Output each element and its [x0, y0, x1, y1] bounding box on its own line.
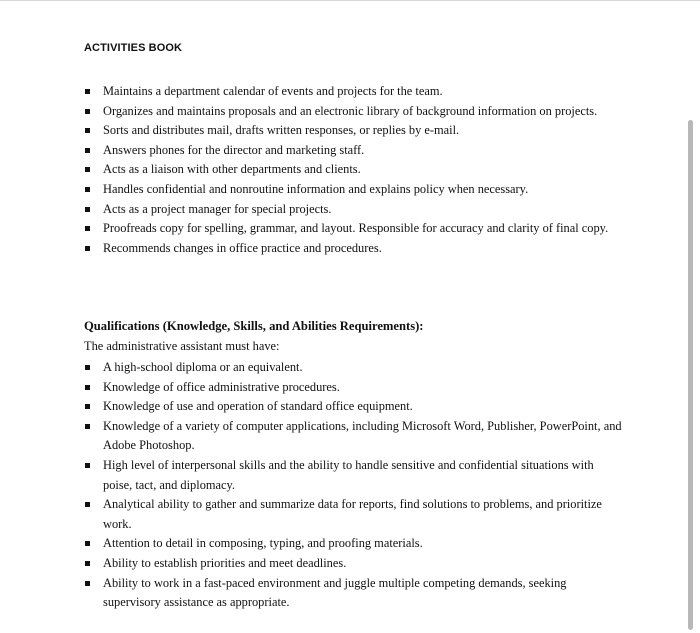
- bullet-square-icon: [85, 424, 90, 429]
- vertical-scrollbar[interactable]: [688, 120, 693, 630]
- bullet-square-icon: [85, 226, 90, 231]
- bullet-square-icon: [85, 502, 90, 507]
- duties-list: [85, 82, 625, 258]
- list-item: [85, 121, 625, 141]
- bullet-square-icon: [85, 207, 90, 212]
- list-item: [85, 397, 625, 417]
- list-item: [85, 358, 625, 378]
- list-item-text: Recommends changes in office practice and procedures.: [103, 240, 382, 255]
- list-item-text: Knowledge of use and operation of standard office equipment.: [103, 399, 413, 414]
- list-item: [85, 417, 625, 456]
- qualifications-list: [85, 358, 625, 613]
- bullet-square-icon: [85, 463, 90, 468]
- list-item: [85, 200, 625, 220]
- list-item: [85, 180, 625, 200]
- list-item-text: Handles confidential and nonroutine information and explains policy when necessary.: [103, 181, 529, 196]
- list-item-text: Sorts and distributes mail, drafts written responses, or replies by e-mail.: [103, 123, 460, 138]
- list-item-text: Maintains a department calendar of events and projects for the team.: [103, 84, 443, 98]
- list-item-text: Acts as a project manager for special projects.: [103, 201, 332, 216]
- list-item-text: Knowledge of a variety of computer applications, including Microsoft Word, Publisher, PowerPoint, and Adobe Photoshop.: [103, 418, 622, 453]
- list-item-text: Answers phones for the director and marketing staff.: [103, 142, 365, 157]
- list-item: [85, 82, 625, 102]
- document-title: ACTIVITIES BOOK: [84, 42, 183, 54]
- list-item: [85, 534, 625, 554]
- list-item: [85, 239, 625, 259]
- bullet-square-icon: [85, 385, 90, 390]
- bullet-square-icon: [85, 89, 90, 94]
- qualifications-intro: The administrative assistant must have:: [84, 339, 280, 353]
- bullet-square-icon: [85, 148, 90, 153]
- bullet-square-icon: [85, 109, 90, 114]
- list-item-text: Knowledge of office administrative procedures.: [103, 379, 340, 394]
- list-item-text: Analytical ability to gather and summarize data for reports, find solutions to problems, and prioritize work.: [103, 497, 602, 531]
- bullet-square-icon: [85, 581, 90, 586]
- list-item: [85, 141, 625, 161]
- list-item: [85, 160, 625, 180]
- list-item-text: Ability to establish priorities and meet deadlines.: [103, 555, 347, 570]
- bullet-square-icon: [85, 128, 90, 133]
- list-item: [85, 378, 625, 398]
- list-item-text: A high-school diploma or an equivalent.: [103, 360, 303, 374]
- bullet-square-icon: [85, 404, 90, 409]
- list-item-text: Attention to detail in composing, typing, and proofing materials.: [103, 536, 423, 551]
- list-item: [85, 574, 625, 613]
- bullet-square-icon: [85, 246, 90, 251]
- bullet-square-icon: [85, 187, 90, 192]
- list-item-text: Acts as a liaison with other departments and clients.: [103, 162, 361, 177]
- list-item: [85, 219, 625, 239]
- list-item-text: Organizes and maintains proposals and an electronic library of background information on projects.: [103, 103, 598, 118]
- list-item: [85, 456, 625, 495]
- list-item: [85, 554, 625, 574]
- list-item-text: Ability to work in a fast-paced environment and juggle multiple competing demands, seeking supervisory assistance as appropriate.: [103, 575, 567, 610]
- top-divider: [0, 0, 700, 1]
- list-item: [85, 495, 625, 534]
- qualifications-heading: Qualifications (Knowledge, Skills, and Abilities Requirements):: [84, 319, 424, 333]
- bullet-square-icon: [85, 541, 90, 546]
- list-item-text: High level of interpersonal skills and the ability to handle sensitive and confidential situations with poise, tact, and diplomacy.: [103, 457, 594, 492]
- bullet-square-icon: [85, 365, 90, 370]
- bullet-square-icon: [85, 561, 90, 566]
- list-item-text: Proofreads copy for spelling, grammar, and layout. Responsible for accuracy and clarity of final copy.: [103, 221, 609, 236]
- list-item: [85, 102, 625, 122]
- bullet-square-icon: [85, 167, 90, 172]
